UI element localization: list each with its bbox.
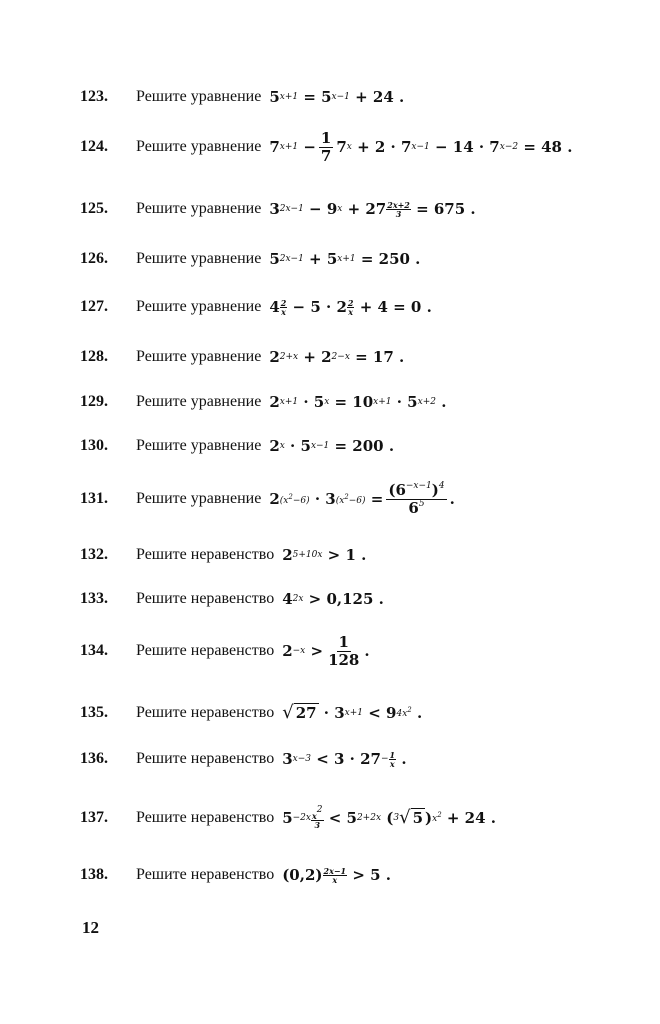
problem-text: Решите уравнение bbox=[136, 88, 262, 105]
problem-formula: 2 −x > $\frac{1}{128}$ . bbox=[282, 633, 370, 669]
problem-text: Решите неравенство bbox=[136, 642, 275, 659]
problem-number: 127. bbox=[80, 298, 108, 315]
problem-formula: 2 2+x + 2 2−x = 17 . bbox=[269, 348, 405, 366]
problem-130 bbox=[80, 437, 394, 455]
problem-number: 134. bbox=[80, 642, 108, 659]
problem-formula: 5 2x−1 + 5 x+1 = 250 . bbox=[269, 250, 421, 268]
problem-text: Решите неравенство bbox=[136, 750, 275, 767]
problem-number: 128. bbox=[80, 348, 108, 365]
problem-number: 132. bbox=[80, 546, 108, 563]
problem-formula: 4 2 x − 5 · 2 2 x + 4 = 0 . bbox=[269, 297, 432, 317]
problem-formula: 2 $(x^2-6)$ · 3 $(x^2-6)$ = $\frac{(6^{-x-1})^4}{6^5}$ . bbox=[269, 481, 455, 517]
problem-number: 135. bbox=[80, 703, 108, 721]
problem-138 bbox=[80, 866, 391, 884]
problem-text: Решите неравенство bbox=[136, 808, 275, 826]
problem-number: 136. bbox=[80, 750, 108, 767]
problem-text: Решите уравнение bbox=[136, 250, 262, 267]
problem-text: Решите уравнение bbox=[136, 348, 262, 365]
problem-131 bbox=[80, 482, 455, 516]
problem-formula: 2 5+10x > 1 . bbox=[282, 546, 367, 564]
problem-text: Решите уравнение bbox=[136, 393, 262, 410]
problem-text: Решите уравнение bbox=[136, 298, 262, 315]
problem-126 bbox=[80, 250, 420, 268]
problem-133 bbox=[80, 590, 384, 608]
page-number: 12 bbox=[82, 918, 99, 937]
problem-text: Решите неравенство bbox=[136, 866, 275, 883]
problem-formula: 3 x−3 < 3 · 27 − $\frac{1}{x}$ . bbox=[282, 749, 407, 769]
problem-number: 133. bbox=[80, 590, 108, 607]
problem-132 bbox=[80, 546, 366, 564]
problem-text: Решите уравнение bbox=[136, 138, 262, 155]
problem-124 bbox=[80, 130, 572, 164]
problem-formula: 2 x+1 · 5 x = 10 x+1 · 5 x+2 . bbox=[269, 393, 447, 411]
problem-formula: 3 2x−1 − 9 x + 27 2x+2 3 = 675 . bbox=[269, 199, 476, 219]
problem-136 bbox=[80, 750, 407, 768]
problem-formula: 5 −2x $x^2$ 3 < 5 2+2x ( 3 √ 5 ) $x^2$ + 24 . bbox=[282, 805, 497, 830]
problem-135 bbox=[80, 702, 422, 723]
problem-123 bbox=[80, 88, 404, 106]
problem-125 bbox=[80, 200, 476, 218]
problem-formula: 5 x+1 = 5 x−1 + 24 . bbox=[269, 88, 405, 106]
problem-formula: (0,2) 2x−1 x > 5 . bbox=[282, 865, 392, 885]
problem-127 bbox=[80, 298, 432, 316]
problem-text: Решите неравенство bbox=[136, 703, 275, 721]
problem-128 bbox=[80, 348, 404, 366]
problem-number: 130. bbox=[80, 437, 108, 454]
problem-text: Решите уравнение bbox=[136, 437, 262, 454]
problem-number: 126. bbox=[80, 250, 108, 267]
problem-number: 124. bbox=[80, 138, 108, 155]
problem-formula: 4 2x > 0,125 . bbox=[282, 590, 384, 608]
problem-number: 137. bbox=[80, 808, 108, 826]
problem-number: 131. bbox=[80, 490, 108, 507]
problem-number: 129. bbox=[80, 393, 108, 410]
problem-number: 125. bbox=[80, 200, 108, 217]
problem-text: Решите неравенство bbox=[136, 590, 275, 607]
problem-number: 138. bbox=[80, 866, 108, 883]
problem-text: Решите уравнение bbox=[136, 490, 262, 507]
problem-formula: 7 x+1 − $\frac{1}{7}$ 7 x + 2 · 7 x−1 − 14 · 7 x−2 = 48 . bbox=[269, 129, 573, 165]
problem-137 bbox=[80, 806, 496, 829]
problem-formula: √ 27 · 3 x+1 < 9 $4x^2$ . bbox=[282, 702, 423, 723]
problem-text: Решите уравнение bbox=[136, 200, 262, 217]
problem-134 bbox=[80, 634, 370, 668]
problem-text: Решите неравенство bbox=[136, 546, 275, 563]
problem-129 bbox=[80, 393, 446, 411]
problem-number: 123. bbox=[80, 88, 108, 105]
problem-formula: 2 x · 5 x−1 = 200 . bbox=[269, 437, 395, 455]
